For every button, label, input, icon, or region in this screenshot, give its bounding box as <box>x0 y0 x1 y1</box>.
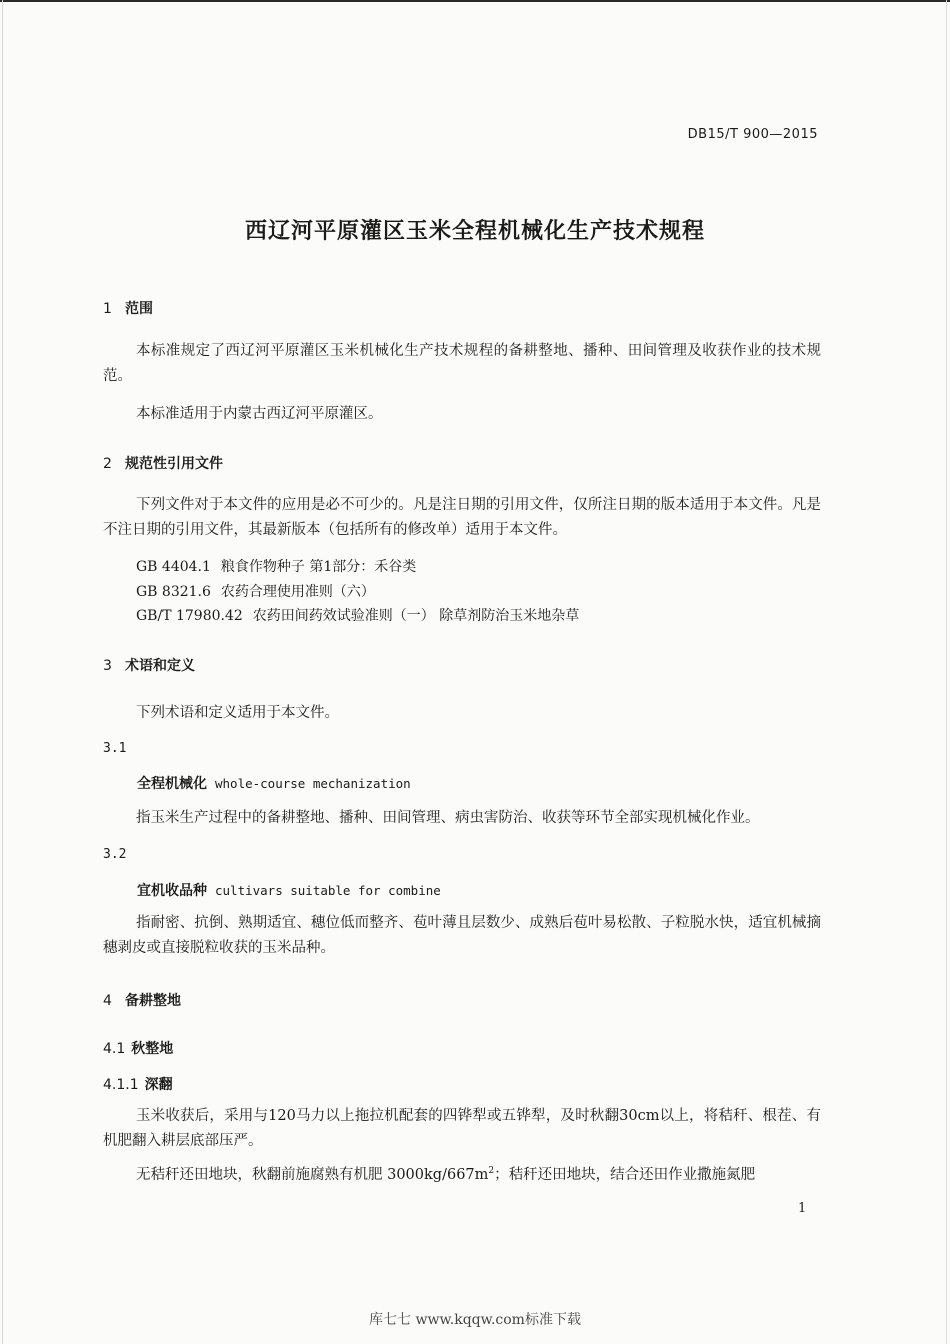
reference-title: 粮食作物种子 第1部分：禾谷类 <box>220 559 417 575</box>
section-1-paragraph-1: 本标准规定了西辽河平原灌区玉米机械化生产技术规程的备耕整地、播种、田间管理及收获作业的技术规范。 <box>103 343 821 384</box>
term-zh: 全程机械化 <box>137 776 207 792</box>
term-definition: 指玉米生产过程中的备耕整地、播种、田间管理、病虫害防治、收获等环节全部实现机械化作业。 <box>136 810 760 826</box>
section-title: 范围 <box>125 301 153 317</box>
reference-item <box>136 556 416 576</box>
section-1-heading <box>103 298 153 318</box>
section-title: 规范性引用文件 <box>125 456 223 472</box>
subsection-heading <box>103 1038 173 1058</box>
standard-code: DB15/T 900—2015 <box>687 127 818 142</box>
section-number: 2 <box>103 456 112 472</box>
subsection-number: 4.1 <box>103 1041 126 1057</box>
subsubsection-heading <box>103 1074 173 1094</box>
page-title: 西辽河平原灌区玉米全程机械化生产技术规程 <box>244 219 705 244</box>
term-number: 3.1 <box>103 741 127 756</box>
scan-left-edge <box>2 0 3 1344</box>
section-2-paragraph-1: 下列文件对于本文件的应用是必不可少的。凡是注日期的引用文件，仅所注日期的版本适用于本文件。凡是不注日期的引用文件，其最新版本（包括所有的修改单）适用于本文件。 <box>103 497 821 538</box>
section-2-heading <box>103 453 223 473</box>
section-4-heading <box>103 990 181 1010</box>
reference-code: GB 4404.1 <box>136 559 211 575</box>
reference-item <box>136 605 579 625</box>
term-heading <box>137 880 441 900</box>
section-4-paragraph-1: 玉米收获后，采用与120马力以上拖拉机配套的四铧犁或五铧犁，及时秋翻30cm以上，将秸秆、根茬、有机肥翻入耕层底部压严。 <box>103 1108 821 1149</box>
superscript: 2 <box>488 1166 495 1177</box>
term-zh: 宜机收品种 <box>137 883 207 899</box>
term-definition: 指耐密、抗倒、熟期适宜、穗位低而整齐、苞叶薄且层数少、成熟后苞叶易松散、子粒脱水快，适宜机械摘穗剥皮或直接脱粒收获的玉米品种。 <box>103 915 821 956</box>
paragraph-text: 无秸秆还田地块，秋翻前施腐熟有机肥 3000kg/667m <box>136 1167 489 1183</box>
term-en: cultivars suitable for combine <box>215 883 441 898</box>
scan-top-edge <box>0 0 950 2</box>
page-number: 1 <box>798 1201 807 1216</box>
footer-watermark: 库七七 www.kqqw.com标准下载 <box>369 1312 581 1328</box>
scan-right-edge <box>946 0 947 1344</box>
subsubsection-title: 深翻 <box>144 1077 173 1093</box>
section-number: 1 <box>103 301 112 317</box>
paragraph-text: ；秸秆还田地块，结合还田作业撒施氮肥 <box>494 1167 756 1183</box>
section-3-heading <box>103 655 195 675</box>
section-title: 备耕整地 <box>125 993 181 1009</box>
reference-title: 农药田间药效试验准则（一） 除草剂防治玉米地杂草 <box>252 608 580 624</box>
section-title: 术语和定义 <box>125 658 195 674</box>
section-number: 3 <box>103 658 112 674</box>
term-number: 3.2 <box>103 847 127 862</box>
term-en: whole-course mechanization <box>215 776 411 791</box>
term-heading <box>137 773 411 793</box>
subsubsection-number: 4.1.1 <box>103 1077 139 1093</box>
reference-item <box>136 581 375 601</box>
reference-code: GB/T 17980.42 <box>136 608 243 624</box>
reference-title: 农药合理使用准则（六） <box>220 584 375 600</box>
section-1-paragraph-2: 本标准适用于内蒙古西辽河平原灌区。 <box>136 406 383 422</box>
section-3-paragraph-1: 下列术语和定义适用于本文件。 <box>136 705 339 721</box>
section-4-paragraph-2 <box>136 1163 755 1184</box>
section-number: 4 <box>103 993 112 1009</box>
subsection-title: 秋整地 <box>131 1041 174 1057</box>
reference-code: GB 8321.6 <box>136 584 211 600</box>
